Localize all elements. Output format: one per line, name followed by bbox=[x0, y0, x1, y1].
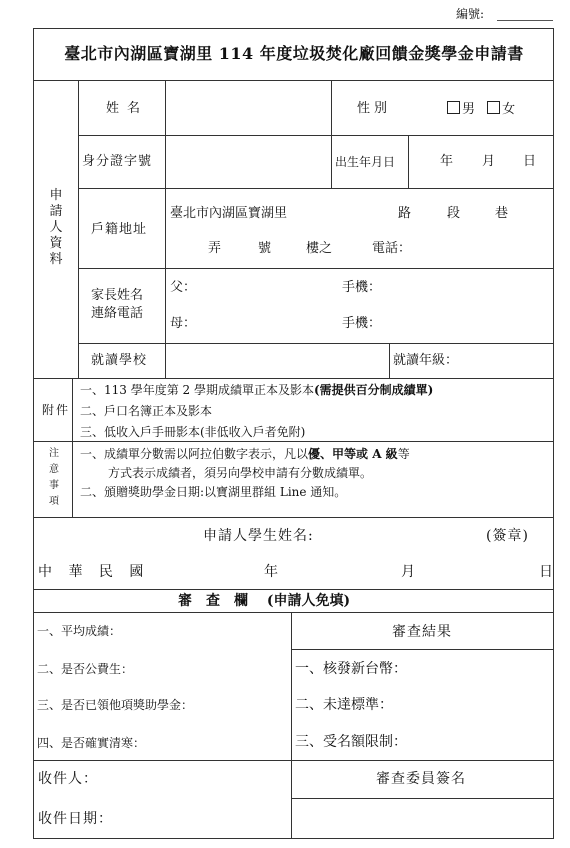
review-result-3: 三、受名額限制： bbox=[295, 734, 407, 750]
attachment-item-3: 三、低收入戶手冊影本(非低收入戶者免附) bbox=[80, 425, 306, 439]
address-label: 戶籍地址 bbox=[91, 222, 148, 237]
receiver-label: 收件人： bbox=[38, 771, 98, 787]
review-result-2: 二、未達標準： bbox=[295, 697, 393, 713]
school-label: 就讀學校 bbox=[91, 353, 148, 368]
applicant-section-label: 申 請 人 資 料 bbox=[49, 188, 63, 267]
serial-number-label: 編號: bbox=[456, 7, 485, 21]
id-number-field[interactable] bbox=[166, 136, 330, 187]
gender-male-label: 男 bbox=[462, 102, 476, 117]
date-year-label: 年 bbox=[264, 564, 278, 580]
review-header-title: 審 查 欄 bbox=[178, 593, 248, 609]
committee-signature-field[interactable] bbox=[292, 799, 553, 838]
notes-line-3: 二、頒贈獎助學金日期:以寶湖里群組 Line 通知。 bbox=[80, 485, 347, 499]
review-result-1: 一、核發新台幣： bbox=[295, 661, 407, 677]
receive-date-label: 收件日期： bbox=[38, 811, 113, 827]
review-header-note: (申請人免填) bbox=[266, 593, 351, 609]
gender-female-label: 女 bbox=[502, 102, 516, 117]
father-label: 父： bbox=[170, 280, 197, 295]
dob-month-label: 月 bbox=[482, 154, 496, 169]
notes-line-1-end: 等 bbox=[397, 447, 410, 461]
address-floor: 樓之 bbox=[306, 241, 333, 256]
gender-label: 性別 bbox=[357, 101, 392, 116]
seal-label: (簽章) bbox=[486, 528, 529, 544]
date-month-label: 月 bbox=[401, 564, 415, 580]
roc-label: 中 華 民 國 bbox=[38, 564, 150, 580]
father-mobile-label: 手機： bbox=[342, 280, 382, 295]
review-header bbox=[178, 593, 350, 609]
attachment-item-2: 二、戶口名簿正本及影本 bbox=[80, 404, 213, 418]
attachment-item-1-note: (需提供百分制成績單) bbox=[313, 383, 434, 397]
name-label: 姓名 bbox=[106, 101, 149, 116]
address-section: 段 bbox=[447, 206, 461, 221]
attachment-item-1 bbox=[80, 382, 433, 398]
form-title: 臺北市內湖區寶湖里 114 年度垃圾焚化廠回饋金獎學金申請書 bbox=[64, 44, 524, 63]
notes-line-2: 方式表示成績者，須另向學校申請有分數成績單。 bbox=[108, 466, 373, 480]
notes-line-1 bbox=[80, 446, 410, 462]
id-number-label: 身分證字號 bbox=[82, 154, 153, 169]
parent-name-label: 家長姓名 bbox=[91, 288, 144, 303]
gender-options bbox=[447, 101, 515, 118]
attachment-label: 附件 bbox=[42, 403, 71, 417]
parent-phone-label: 連絡電話 bbox=[91, 306, 144, 321]
review-result-label: 審查結果 bbox=[392, 624, 452, 640]
applicant-signature-label: 申請人學生姓名: bbox=[203, 528, 314, 544]
notes-label: 注 意 事 項 bbox=[49, 448, 59, 507]
address-lane: 巷 bbox=[495, 206, 509, 221]
review-item-1: 一、平均成績： bbox=[37, 624, 122, 638]
address-alley: 弄 bbox=[208, 241, 222, 256]
mother-mobile-label: 手機： bbox=[342, 316, 382, 331]
serial-number-blank[interactable] bbox=[497, 20, 553, 21]
grade-label: 就讀年級： bbox=[393, 353, 459, 368]
dob-label: 出生年月日 bbox=[335, 155, 396, 169]
notes-line-1-text: 一、成績單分數需以阿拉伯數字表示，凡以 bbox=[80, 447, 309, 461]
review-item-3: 三、是否已領他項獎助學金： bbox=[37, 698, 194, 712]
review-item-4: 四、是否確實清寒： bbox=[37, 736, 146, 750]
attachment-item-1-text: 一、113 學年度第 2 學期成績單正本及影本 bbox=[80, 383, 314, 397]
address-phone-label: 電話： bbox=[372, 241, 412, 256]
committee-signature-label: 審查委員簽名 bbox=[376, 771, 466, 787]
address-number: 號 bbox=[258, 241, 272, 256]
date-day-label: 日 bbox=[539, 564, 553, 580]
dob-year-label: 年 bbox=[440, 154, 454, 169]
review-item-2: 二、是否公費生： bbox=[37, 662, 134, 676]
checkbox-male[interactable] bbox=[447, 101, 460, 114]
address-prefix: 臺北市內湖區寶湖里 bbox=[170, 206, 288, 221]
dob-day-label: 日 bbox=[523, 154, 537, 169]
mother-label: 母： bbox=[170, 316, 197, 331]
notes-line-1-bold: 優、甲等或 A 級 bbox=[308, 447, 398, 461]
name-field[interactable] bbox=[166, 81, 330, 134]
checkbox-female[interactable] bbox=[487, 101, 500, 114]
address-road: 路 bbox=[398, 206, 412, 221]
school-field[interactable] bbox=[166, 344, 388, 377]
